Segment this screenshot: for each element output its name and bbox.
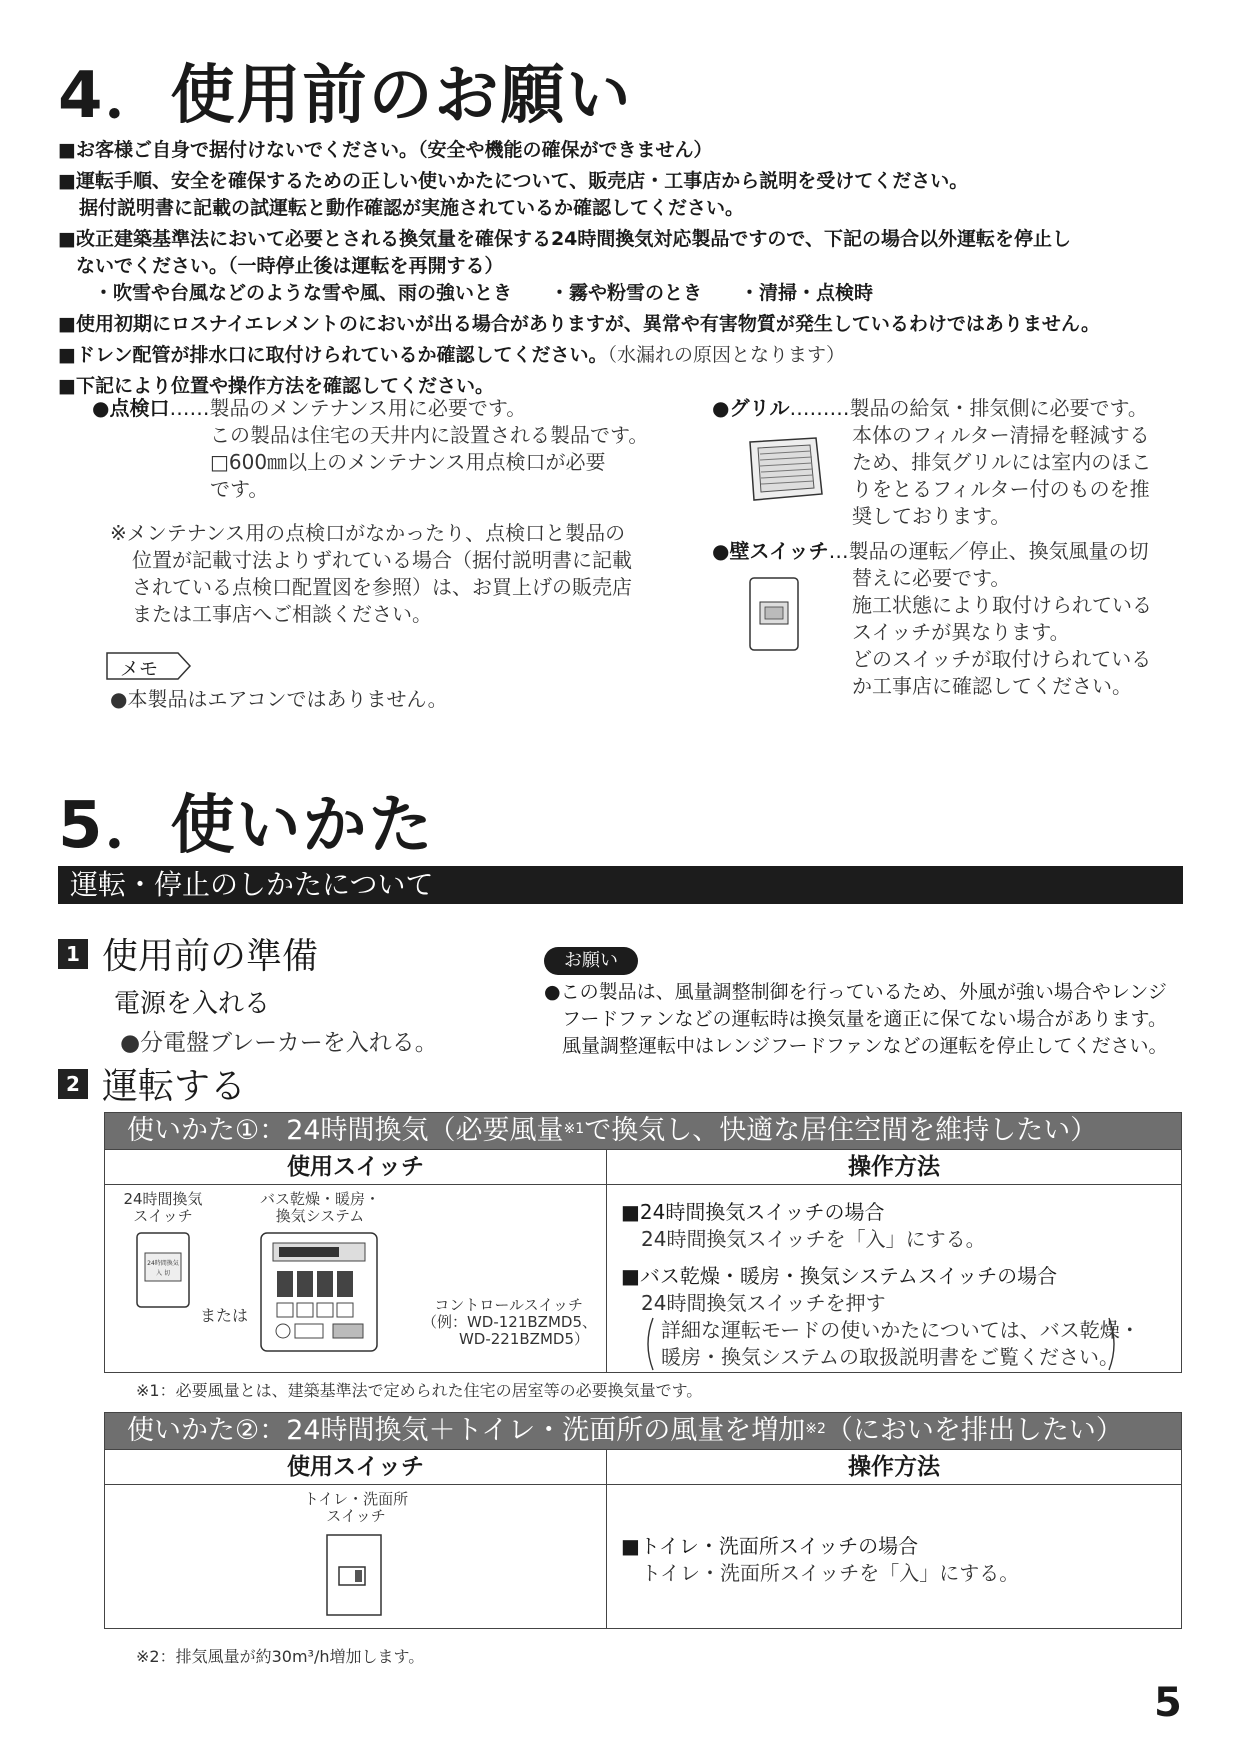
drain-note: （水漏れの原因となります） xyxy=(607,344,845,366)
or-text: または xyxy=(200,1306,249,1325)
grille-label: ●グリル xyxy=(712,396,790,420)
wall-switch-line: どのスイッチが取付けられている xyxy=(852,647,1152,671)
request-text xyxy=(544,979,1168,1060)
inspection-dots: …… xyxy=(169,396,210,420)
svg-text:24時間換気: 24時間換気 xyxy=(147,1260,179,1267)
table1-operation-cell xyxy=(607,1185,1182,1373)
table1-header-text: 使いかた①：24時間換気（必要風量 xyxy=(127,1115,564,1146)
op-heading: ■トイレ・洗面所スイッチの場合 xyxy=(621,1534,919,1558)
memo-text: ●本製品はエアコンではありません。 xyxy=(110,687,448,711)
svg-text:入 切: 入 切 xyxy=(156,1270,170,1277)
op2-note xyxy=(641,1317,1140,1371)
footnote-2: ※2：排気風量が約30m³/h増加します。 xyxy=(136,1647,425,1666)
usage-table-2 xyxy=(104,1412,1182,1629)
inspection-label: ●点検口 xyxy=(92,396,170,420)
bullet-line: 据付説明書に記載の試運転と動作確認が実施されているか確認してください。 xyxy=(79,197,745,219)
bullet-line: ■運転手順、安全を確保するための正しい使いかたについて、販売店・工事店から説明を受けてください。 xyxy=(58,170,969,192)
op2-note-line: 暖房・換気システムの取扱説明書をご覧ください。 xyxy=(661,1345,1119,1369)
control-switch-illustration xyxy=(259,1231,381,1355)
table2-col-switch: 使用スイッチ xyxy=(105,1450,607,1485)
grille-dots: ……… xyxy=(789,396,850,420)
inspection-block xyxy=(92,395,648,503)
table2-header-text: （においを排出したい） xyxy=(825,1415,1123,1446)
drain-bold: ■ドレン配管が排水口に取付けられているか確認してください。 xyxy=(58,344,608,366)
table1-header-footnote-mark: ※1 xyxy=(563,1121,585,1137)
wall-switch-line: か工事店に確認してください。 xyxy=(852,674,1132,698)
memo-label: メモ xyxy=(120,658,159,680)
note-line: または工事店へご相談ください。 xyxy=(132,602,432,626)
table1-col-operation: 操作方法 xyxy=(607,1150,1182,1185)
table2-switch-cell xyxy=(105,1485,607,1629)
op2-heading: ■バス乾燥・暖房・換気システムスイッチの場合 xyxy=(621,1264,1058,1288)
page-number: 5 xyxy=(1154,1680,1182,1726)
step2-number: 2 xyxy=(58,1069,88,1099)
op1-heading: ■24時間換気スイッチの場合 xyxy=(621,1200,885,1224)
wall-switch-label: ●壁スイッチ xyxy=(712,539,829,563)
table2-col-operation: 操作方法 xyxy=(607,1450,1182,1485)
bullet-line: ■改正建築基準法において必要とされる換気量を確保する24時間換気対応製品ですので、下記の場合以外運転を停止し xyxy=(58,228,1072,250)
wall-switch-illustration xyxy=(748,576,802,654)
op1-text: 24時間換気スイッチを「入」にする。 xyxy=(641,1227,986,1251)
note-line: されている点検口配置図を参照）は、お買上げの販売店 xyxy=(132,575,632,599)
check-heading: ■下記により位置や操作方法を確認してください。 xyxy=(58,375,494,397)
grille-line: 製品の給気・排気側に必要です。 xyxy=(849,396,1148,420)
wall-switch-line: 製品の運転／停止、換気風量の切 xyxy=(848,539,1149,563)
table1-header-text: で換気し、快適な居住空間を維持したい） xyxy=(584,1115,1098,1146)
op2-note-line: 詳細な運転モードの使いかたについては、バス乾燥・ xyxy=(661,1318,1140,1342)
table2-operation-cell xyxy=(607,1485,1182,1629)
note-line: 位置が記載寸法よりずれている場合（据付説明書に記載 xyxy=(132,548,632,572)
inspection-line: □600㎜以上のメンテナンス用点検口が必要 xyxy=(210,450,606,474)
step1-sub: 電源を入れる xyxy=(114,989,271,1019)
step1-number: 1 xyxy=(58,939,88,969)
note-line: ※メンテナンス用の点検口がなかったり、点検口と製品の xyxy=(110,521,626,545)
grille-illustration xyxy=(744,432,826,504)
grille-line: 奨しております。 xyxy=(852,504,1011,528)
wall-switch-dots: … xyxy=(828,539,849,563)
toilet-switch-illustration xyxy=(325,1533,385,1619)
step1-title: 使用前の準備 xyxy=(102,936,319,977)
section4-bullets xyxy=(58,137,1100,400)
bullet-line: ■お客様ご自身で据付けないでください。（安全や機能の確保ができません） xyxy=(58,139,713,161)
table2-header-text: 使いかた②：24時間換気＋トイレ・洗面所の風量を増加 xyxy=(127,1415,806,1446)
inspection-line: この製品は住宅の天井内に設置される製品です。 xyxy=(210,423,649,447)
control-switch-label: コントロールスイッチ （例：WD-121BZMD5、 WD-221BZMD5） xyxy=(421,1296,597,1348)
table2-header-footnote-mark: ※2 xyxy=(805,1421,826,1437)
grille-line: 本体のフィルター清掃を軽減する xyxy=(852,423,1150,447)
bullet-line: ■使用初期にロスナイエレメントのにおいが出る場合がありますが、異常や有害物質が発生しているわけではありません。 xyxy=(58,313,1101,335)
section5-title: 5．使いかた xyxy=(58,789,435,863)
op-text: トイレ・洗面所スイッチを「入」にする。 xyxy=(641,1561,1020,1585)
24h-switch-illustration xyxy=(135,1231,193,1311)
bullet-line: ・吹雪や台風などのような雪や風、雨の強いとき ・霧や粉雪のとき ・清掃・点検時 xyxy=(94,282,874,304)
left-paren xyxy=(641,1317,655,1371)
request-label: お願い xyxy=(544,947,638,975)
inspection-line: です。 xyxy=(210,477,269,501)
step2-title: 運転する xyxy=(102,1066,247,1107)
table1-col-switch: 使用スイッチ xyxy=(105,1150,607,1185)
request-line: ●この製品は、風量調整制御を行っているため、外風が強い場合やレンジ xyxy=(544,981,1167,1003)
sw1-label: 24時間換気 スイッチ xyxy=(123,1190,203,1225)
grille-line: りをとるフィルター付のものを推 xyxy=(852,477,1150,501)
step1-text: ●分電盤ブレーカーを入れる。 xyxy=(120,1030,438,1056)
inspection-note xyxy=(110,520,632,628)
section-bar: 運転・停止のしかたについて xyxy=(58,866,1183,904)
step2 xyxy=(58,1058,246,1109)
usage-table-1 xyxy=(104,1112,1182,1373)
table1-header xyxy=(105,1113,1182,1150)
toilet-switch-label: トイレ・洗面所 スイッチ xyxy=(303,1490,409,1525)
inspection-line: 製品のメンテナンス用に必要です。 xyxy=(209,396,527,420)
op2-text: 24時間換気スイッチを押す xyxy=(641,1291,886,1315)
drain-line xyxy=(58,342,1100,369)
footnote-1: ※1：必要風量とは、建築基準法で定められた住宅の居室等の必要換気量です。 xyxy=(136,1381,703,1400)
request-line: 風量調整運転中はレンジフードファンなどの運転を停止してください。 xyxy=(562,1035,1168,1057)
wall-switch-line: 施工状態により取付けられている xyxy=(852,593,1152,617)
sw2-label: バス乾燥・暖房・ 換気システム xyxy=(259,1190,380,1225)
wall-switch-line: スイッチが異なります。 xyxy=(852,620,1070,644)
section4-title: 4．使用前のお願い xyxy=(58,59,633,133)
request-line: フードファンなどの運転時は換気量を適正に保てない場合があります。 xyxy=(562,1008,1167,1030)
right-paren xyxy=(1107,1317,1121,1371)
step1 xyxy=(58,928,438,1057)
table2-header xyxy=(105,1413,1182,1450)
grille-line: ため、排気グリルには室内のほこ xyxy=(852,450,1152,474)
bullet-line: ないでください。（一時停止後は運転を再開する） xyxy=(76,255,504,277)
wall-switch-line: 替えに必要です。 xyxy=(852,566,1011,590)
table1-switch-cell xyxy=(105,1185,607,1373)
